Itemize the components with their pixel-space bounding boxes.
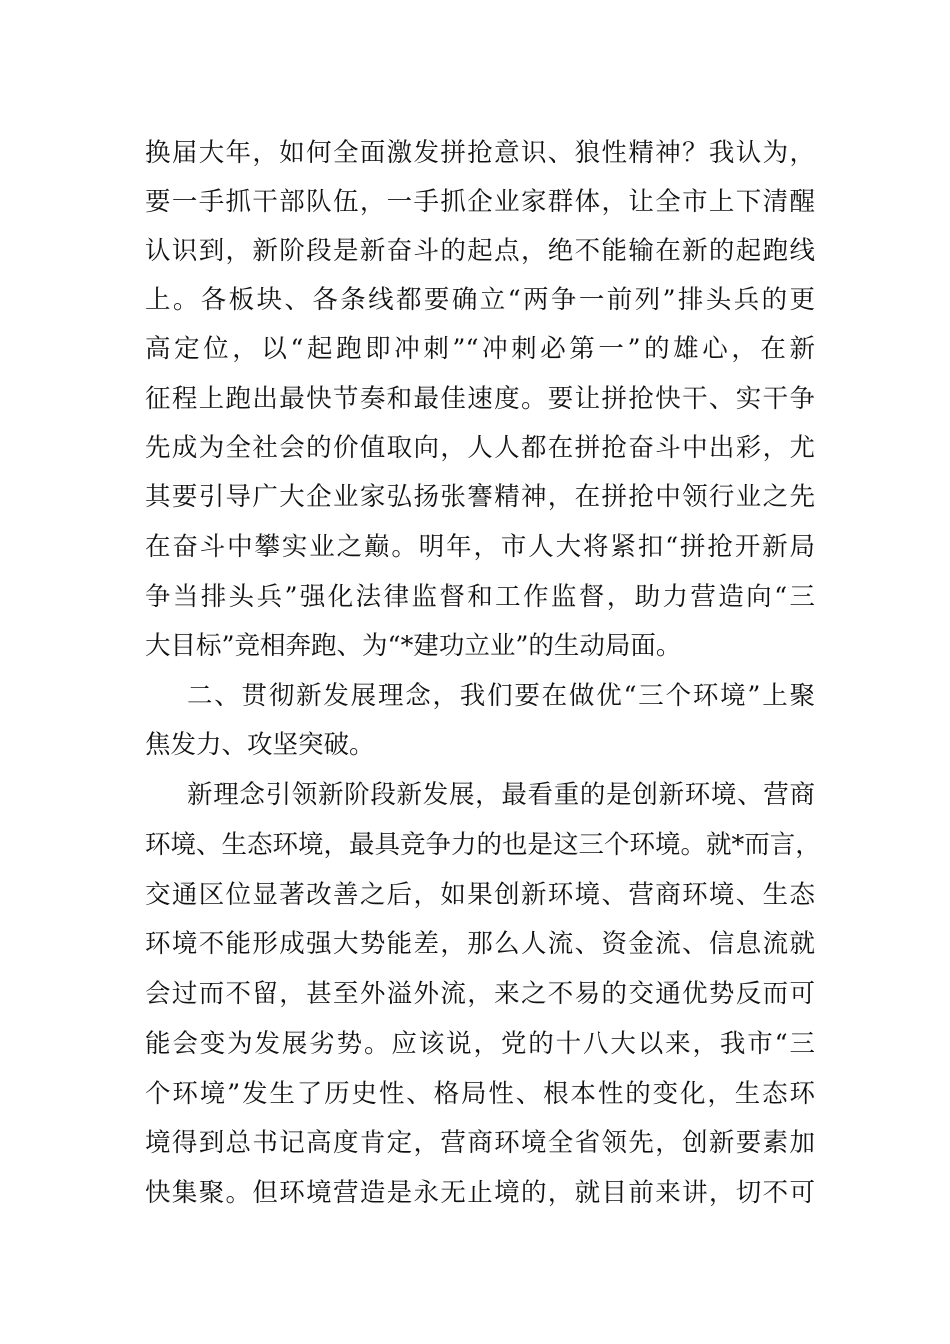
paragraph-line: 认识到，新阶段是新奋斗的起点，绝不能输在新的起跑线 [145, 236, 815, 266]
paragraph-line: 会过而不留，甚至外溢外流，来之不易的交通优势反而可 [145, 979, 815, 1009]
paragraph-line: 高定位，以“起跑即冲刺”“冲刺必第一”的雄心，在新 [145, 334, 815, 364]
section-heading-line: 二、贯彻新发展理念，我们要在做优“三个环境”上聚 [187, 681, 815, 711]
paragraph-line: 能会变为发展劣势。应该说，党的十八大以来，我市“三 [145, 1029, 815, 1059]
paragraph-line: 征程上跑出最快节奏和最佳速度。要让拼抢快干、实干争 [145, 384, 815, 414]
paragraph-line: 上。各板块、各条线都要确立“两争一前列”排头兵的更 [145, 285, 815, 315]
paragraph-line: 换届大年，如何全面激发拼抢意识、狼性精神？我认为， [145, 138, 815, 168]
paragraph-line: 要一手抓干部队伍，一手抓企业家群体，让全市上下清醒 [145, 187, 815, 217]
paragraph-line: 环境、生态环境，最具竞争力的也是这三个环境。就*而言， [145, 830, 821, 860]
paragraph-line: 其要引导广大企业家弘扬张謇精神，在拼抢中领行业之先 [145, 482, 815, 512]
section-heading-line: 焦发力、攻坚突破。 [145, 730, 375, 760]
paragraph-line: 快集聚。但环境营造是永无止境的，就目前来讲，切不可 [145, 1178, 815, 1208]
paragraph-line: 境得到总书记高度肯定，营商环境全省领先，创新要素加 [145, 1128, 815, 1158]
paragraph-line: 个环境”发生了历史性、格局性、根本性的变化，生态环 [145, 1079, 815, 1109]
paragraph-line: 先成为全社会的价值取向，人人都在拼抢奋斗中出彩，尤 [145, 433, 815, 463]
paragraph-line: 在奋斗中攀实业之巅。明年，市人大将紧扣“拼抢开新局 [145, 532, 815, 562]
paragraph-line: 争当排头兵”强化法律监督和工作监督，助力营造向“三 [145, 582, 815, 612]
paragraph-line: 交通区位显著改善之后，如果创新环境、营商环境、生态 [145, 880, 815, 910]
paragraph-line: 新理念引领新阶段新发展，最看重的是创新环境、营商 [187, 780, 815, 810]
paragraph-line: 大目标”竞相奔跑、为“*建功立业”的生动局面。 [145, 631, 682, 661]
paragraph-line: 环境不能形成强大势能差，那么人流、资金流、信息流就 [145, 929, 815, 959]
